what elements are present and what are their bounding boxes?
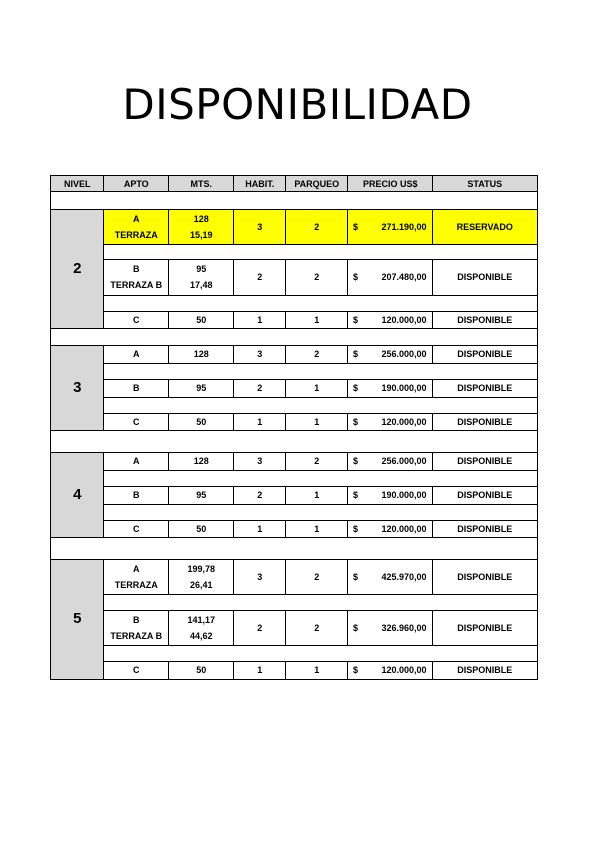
apto-cell — [103, 209, 170, 245]
header-habit: HABIT. — [233, 175, 287, 193]
status-cell: DISPONIBLE — [432, 520, 538, 539]
habit-cell: 1 — [233, 413, 287, 432]
mts-line: 26,41 — [189, 579, 213, 590]
status-cell: DISPONIBLE — [432, 486, 538, 505]
habit-cell: 2 — [233, 259, 287, 296]
apto-cell — [103, 559, 170, 595]
mts-cell — [168, 610, 235, 646]
apto-line: C — [133, 665, 140, 676]
parqueo-cell: 2 — [285, 452, 349, 471]
mts-cell — [168, 661, 235, 680]
mts-cell — [168, 345, 235, 364]
header-nivel: NIVEL — [50, 175, 105, 193]
mts-cell — [168, 452, 235, 471]
mts-line: 95 — [196, 490, 207, 501]
precio-cell — [347, 311, 434, 330]
mts-line: 44,62 — [189, 630, 213, 641]
nivel-cell: 3 — [50, 345, 105, 432]
mts-line: 15,19 — [189, 229, 213, 240]
habit-cell: 1 — [233, 311, 287, 330]
precio-value: 120.000,00 — [381, 665, 427, 676]
mts-line: 17,48 — [189, 280, 213, 291]
spacer-row — [103, 243, 538, 261]
currency-symbol: $ — [353, 349, 359, 360]
precio-cell — [347, 259, 434, 296]
apto-cell — [103, 259, 170, 296]
status-cell: DISPONIBLE — [432, 413, 538, 432]
precio-cell — [347, 486, 434, 505]
precio-cell — [347, 610, 434, 646]
precio-value: 190.000,00 — [381, 383, 427, 394]
precio-value: 120.000,00 — [381, 315, 427, 326]
spacer-row — [103, 294, 538, 313]
precio-value: 425.970,00 — [381, 571, 427, 582]
apto-line: A — [133, 213, 140, 224]
precio-cell — [347, 452, 434, 471]
precio-value: 256.000,00 — [381, 349, 427, 360]
separator-row — [50, 191, 538, 211]
currency-symbol: $ — [353, 524, 359, 535]
precio-cell — [347, 345, 434, 364]
mts-line: 199,78 — [187, 563, 216, 574]
apto-line: B — [133, 490, 140, 501]
parqueo-cell: 2 — [285, 259, 349, 296]
mts-cell — [168, 520, 235, 539]
mts-line: 50 — [196, 665, 207, 676]
parqueo-cell: 1 — [285, 413, 349, 432]
status-cell: DISPONIBLE — [432, 610, 538, 646]
mts-cell — [168, 209, 235, 245]
header-parqueo: PARQUEO — [285, 175, 349, 193]
spacer-row — [103, 469, 538, 488]
currency-symbol: $ — [353, 383, 359, 394]
habit-cell: 3 — [233, 209, 287, 245]
mts-cell — [168, 259, 235, 296]
mts-cell — [168, 311, 235, 330]
apto-cell — [103, 610, 170, 646]
apto-cell — [103, 520, 170, 539]
mts-cell — [168, 559, 235, 595]
nivel-cell: 5 — [50, 559, 105, 680]
spacer-row — [103, 362, 538, 381]
habit-cell: 1 — [233, 520, 287, 539]
status-cell: DISPONIBLE — [432, 345, 538, 364]
currency-symbol: $ — [353, 315, 359, 326]
spacer-row — [103, 396, 538, 415]
precio-value: 190.000,00 — [381, 490, 427, 501]
apto-line: C — [133, 524, 140, 535]
separator-row — [50, 430, 538, 454]
separator-row — [50, 328, 538, 347]
precio-value: 120.000,00 — [381, 417, 427, 428]
apto-cell — [103, 379, 170, 398]
mts-line: 128 — [193, 349, 209, 360]
mts-line: 50 — [196, 524, 207, 535]
apto-cell — [103, 311, 170, 330]
mts-line: 50 — [196, 417, 207, 428]
precio-value: 120.000,00 — [381, 524, 427, 535]
apto-line: C — [133, 417, 140, 428]
precio-cell — [347, 520, 434, 539]
apto-line: TERRAZA B — [110, 630, 163, 641]
apto-line: B — [132, 264, 140, 275]
page-title: DISPONIBILIDAD — [122, 80, 473, 129]
status-cell: DISPONIBLE — [432, 452, 538, 471]
precio-value: 326.960,00 — [381, 622, 427, 633]
precio-cell — [347, 209, 434, 245]
currency-symbol: $ — [353, 272, 359, 283]
currency-symbol: $ — [353, 456, 359, 467]
parqueo-cell: 2 — [285, 559, 349, 595]
mts-line: 95 — [196, 383, 207, 394]
parqueo-cell: 1 — [285, 311, 349, 330]
precio-value: 271.190,00 — [381, 221, 427, 232]
parqueo-cell: 2 — [285, 209, 349, 245]
nivel-cell: 2 — [50, 209, 105, 330]
habit-cell: 3 — [233, 345, 287, 364]
parqueo-cell: 2 — [285, 610, 349, 646]
apto-line: A — [133, 563, 140, 574]
apto-line: TERRAZA — [114, 579, 158, 590]
currency-symbol: $ — [353, 622, 359, 633]
apto-line: B — [133, 383, 140, 394]
currency-symbol: $ — [353, 665, 359, 676]
habit-cell: 2 — [233, 486, 287, 505]
mts-line: 95 — [196, 264, 207, 275]
apto-cell — [103, 661, 170, 680]
apto-line: C — [133, 315, 140, 326]
nivel-cell: 4 — [50, 452, 105, 539]
habit-cell: 3 — [233, 559, 287, 595]
habit-cell: 2 — [233, 379, 287, 398]
parqueo-cell: 1 — [285, 379, 349, 398]
status-cell: DISPONIBLE — [432, 559, 538, 595]
parqueo-cell: 2 — [285, 345, 349, 364]
currency-symbol: $ — [353, 571, 359, 582]
currency-symbol: $ — [353, 490, 359, 501]
header-status: STATUS — [432, 175, 538, 193]
habit-cell: 3 — [233, 452, 287, 471]
habit-cell: 1 — [233, 661, 287, 680]
status-cell: DISPONIBLE — [432, 661, 538, 680]
spacer-row — [103, 644, 538, 663]
separator-row — [50, 537, 538, 561]
currency-symbol: $ — [353, 221, 359, 232]
apto-line: B — [132, 614, 140, 625]
header-precio: PRECIO US$ — [347, 175, 434, 193]
spacer-row — [103, 503, 538, 522]
apto-line: A — [133, 349, 140, 360]
apto-line: TERRAZA B — [110, 280, 163, 291]
apto-cell — [103, 345, 170, 364]
precio-value: 207.480,00 — [381, 272, 427, 283]
precio-cell — [347, 413, 434, 432]
precio-cell — [347, 559, 434, 595]
apto-line: TERRAZA — [114, 229, 158, 240]
mts-line: 128 — [193, 213, 209, 224]
precio-cell — [347, 661, 434, 680]
header-apto: APTO — [103, 175, 170, 193]
availability-table — [50, 175, 536, 678]
status-cell: DISPONIBLE — [432, 311, 538, 330]
apto-cell — [103, 452, 170, 471]
precio-value: 256.000,00 — [381, 456, 427, 467]
mts-cell — [168, 486, 235, 505]
apto-cell — [103, 413, 170, 432]
mts-line: 50 — [196, 315, 207, 326]
parqueo-cell: 1 — [285, 661, 349, 680]
status-cell: DISPONIBLE — [432, 379, 538, 398]
status-cell: RESERVADO — [432, 209, 538, 245]
precio-cell — [347, 379, 434, 398]
status-cell: DISPONIBLE — [432, 259, 538, 296]
mts-line: 141,17 — [187, 614, 216, 625]
apto-line: A — [133, 456, 140, 467]
spacer-row — [103, 593, 538, 612]
parqueo-cell: 1 — [285, 486, 349, 505]
mts-cell — [168, 379, 235, 398]
apto-cell — [103, 486, 170, 505]
mts-cell — [168, 413, 235, 432]
mts-line: 128 — [193, 456, 209, 467]
currency-symbol: $ — [353, 417, 359, 428]
header-mts: MTS. — [168, 175, 235, 193]
habit-cell: 2 — [233, 610, 287, 646]
parqueo-cell: 1 — [285, 520, 349, 539]
